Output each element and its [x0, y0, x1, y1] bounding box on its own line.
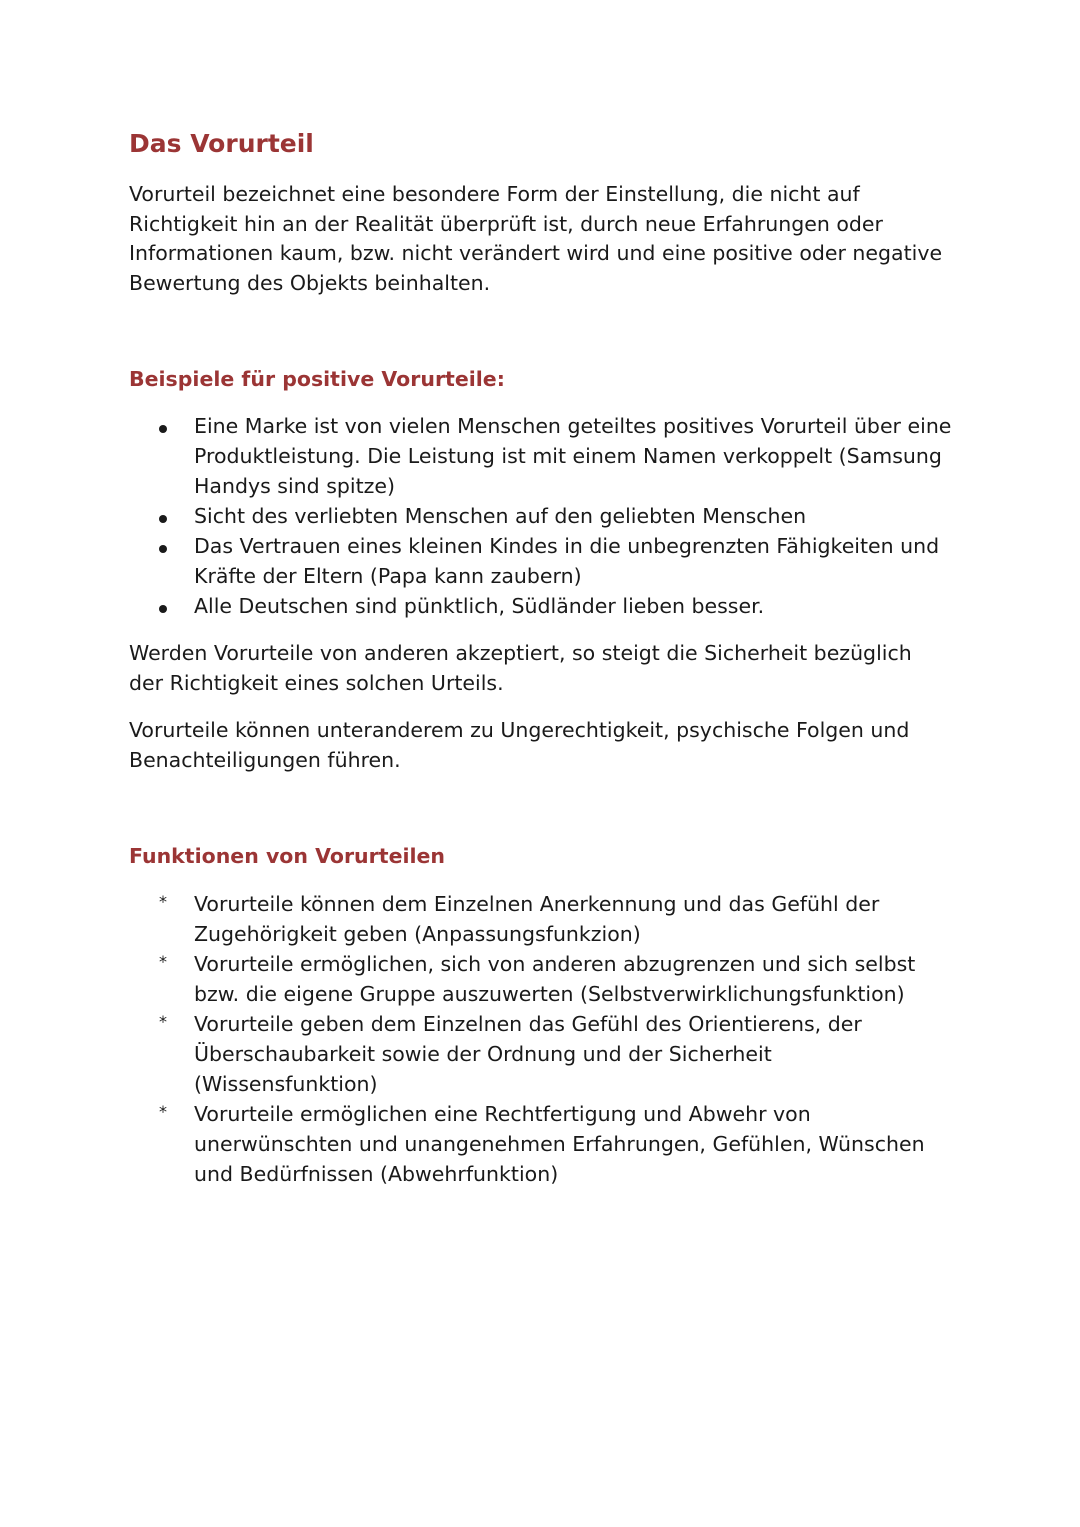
list-item [0, 950, 960, 1010]
list-item [0, 1100, 960, 1189]
list-item [0, 1010, 960, 1099]
list-item [0, 592, 960, 622]
list-item [0, 502, 960, 532]
bullet-icon [150, 532, 176, 562]
list-item-text: Sicht des verliebten Menschen auf den geliebten Menschen [194, 503, 807, 528]
list-item-text: Das Vertrauen eines kleinen Kindes in die unbegrenzten Fähigkeiten und Kräfte der Eltern (Papa kann zaubern) [194, 534, 940, 588]
examples-list [0, 412, 960, 622]
list-item [0, 890, 960, 950]
asterisk-icon: * [159, 892, 167, 911]
intro-paragraph: Vorurteil bezeichnet eine besondere Form der Einstellung, die nicht auf Richtigkeit hin an der Realität überprüft ist, durch neue Erfahrungen oder Informationen kaum, bzw. nicht verändert wird und eine positive oder negative Bewertung des Objekts beinhalten. [129, 182, 943, 295]
list-item-text: Alle Deutschen sind pünktlich, Südländer lieben besser. [194, 594, 765, 619]
list-item [0, 412, 960, 501]
acceptance-paragraph: Werden Vorurteile von anderen akzeptiert, so steigt die Sicherheit bezüglich der Richtigkeit eines solchen Urteils. [129, 641, 912, 695]
section-heading-examples: Beispiele für positive Vorurteile: [129, 367, 505, 391]
list-item-text: Eine Marke ist von vielen Menschen geteiltes positives Vorurteil über eine Produktleistung. Die Leistung ist mit einem Namen verkoppelt (Samsung Handys sind spitze) [194, 414, 952, 498]
bullet-icon [150, 502, 176, 532]
bullet-icon [150, 412, 176, 442]
consequences-paragraph: Vorurteile können unteranderem zu Ungerechtigkeit, psychische Folgen und Benachteiligungen führen. [129, 718, 910, 772]
list-item [0, 532, 960, 592]
list-item-text: Vorurteile ermöglichen, sich von anderen abzugrenzen und sich selbst bzw. die eigene Gruppe auszuwerten (Selbstverwirklichungsfunktion) [194, 952, 916, 1006]
functions-list [0, 890, 960, 1189]
list-item-text: Vorurteile ermöglichen eine Rechtfertigung und Abwehr von unerwünschten und unangenehmen Erfahrungen, Gefühlen, Wünschen und Bedürfnissen (Abwehrfunktion) [194, 1102, 925, 1186]
list-item-text: Vorurteile können dem Einzelnen Anerkennung und das Gefühl der Zugehörigkeit geben (Anpassungsfunkzion) [194, 892, 880, 946]
list-item-text: Vorurteile geben dem Einzelnen das Gefühl des Orientierens, der Überschaubarkeit sowie der Ordnung und der Sicherheit (Wissensfunktion) [194, 1012, 862, 1096]
asterisk-icon: * [159, 1012, 167, 1032]
bullet-icon [150, 592, 176, 622]
section-heading-functions: Funktionen von Vorurteilen [129, 844, 446, 868]
asterisk-icon: * [159, 1102, 167, 1122]
asterisk-icon: * [159, 952, 167, 972]
page-title: Das Vorurteil [129, 129, 314, 158]
